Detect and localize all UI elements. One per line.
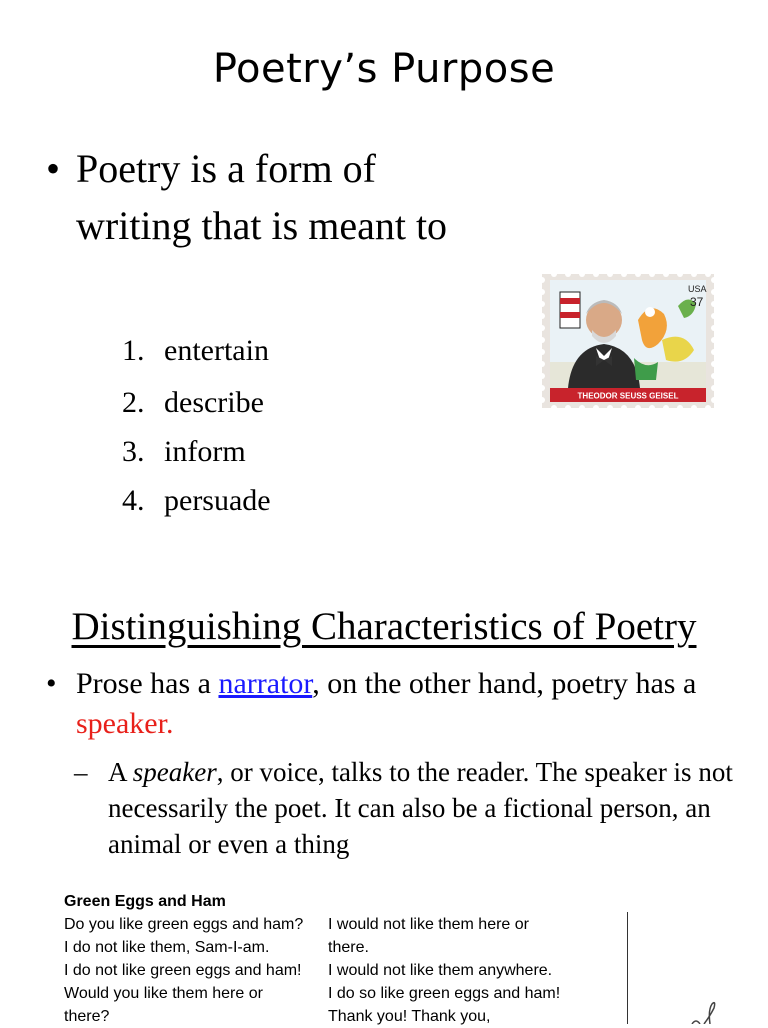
poem-right-column <box>328 913 560 1028</box>
bullet-mark: • <box>46 667 57 700</box>
list-item <box>122 435 246 469</box>
poem-line: Would you like them here or <box>64 985 263 1002</box>
bullet-mark: • <box>46 146 61 191</box>
sketch-drawing <box>690 1000 720 1024</box>
list-number: 3. <box>122 435 145 468</box>
stamp-denomination: 37 <box>690 295 704 309</box>
list-number: 1. <box>122 334 145 367</box>
text-run: Prose has a <box>76 667 219 700</box>
poem-left-column <box>64 913 303 1028</box>
narrator-link[interactable]: narrator <box>218 667 313 700</box>
list-item <box>122 334 269 368</box>
list-number: 4. <box>122 484 145 517</box>
divider-line <box>627 912 628 1024</box>
poem-line: there? <box>64 1008 110 1025</box>
list-item <box>122 386 264 420</box>
poem-line: Thank you! Thank you, <box>328 1008 491 1025</box>
speaker-italic: speaker <box>132 757 217 787</box>
list-number: 2. <box>122 386 145 419</box>
list-text: inform <box>164 435 246 468</box>
poem-line: I do not like green eggs and ham! <box>64 962 302 979</box>
text-run: A <box>108 757 133 787</box>
section-heading: Distinguishing Characteristics of Poetry <box>71 605 697 648</box>
dash-mark: – <box>74 757 88 787</box>
stamp-caption: THEODOR SEUSS GEISEL <box>577 391 679 401</box>
poem-line: Do you like green eggs and ham? <box>64 916 304 933</box>
speaker-highlight: speaker. <box>76 707 174 740</box>
poem-line: I would not like them here or <box>328 916 529 933</box>
list-text: describe <box>164 386 264 419</box>
poem-title: Green Eggs and Ham <box>64 893 226 910</box>
postage-stamp-image <box>538 270 718 412</box>
text-run: , on the other hand, poetry has a <box>312 667 697 700</box>
poem-line: I would not like them anywhere. <box>328 962 553 979</box>
list-item <box>122 484 271 518</box>
prose-bullet-text <box>76 664 756 744</box>
poem-excerpt <box>64 890 561 1025</box>
text-run: , or voice, talks to the reader. The speaker is not necessarily the poet. It can also be a fictional person, an animal or even a thing <box>108 757 733 859</box>
poem-line: I do not like them, Sam-I-am. <box>64 939 270 956</box>
poem-line: I do so like green eggs and ham! <box>328 985 561 1002</box>
speaker-sub-text <box>108 754 748 862</box>
list-text: persuade <box>164 484 271 517</box>
stamp-country: USA <box>688 284 707 294</box>
purpose-bullet-text: Poetry is a form of writing that is meant to <box>76 146 448 248</box>
page-title: Poetry’s Purpose <box>212 46 556 92</box>
poem-line: there. <box>328 939 369 956</box>
list-text: entertain <box>164 334 269 367</box>
